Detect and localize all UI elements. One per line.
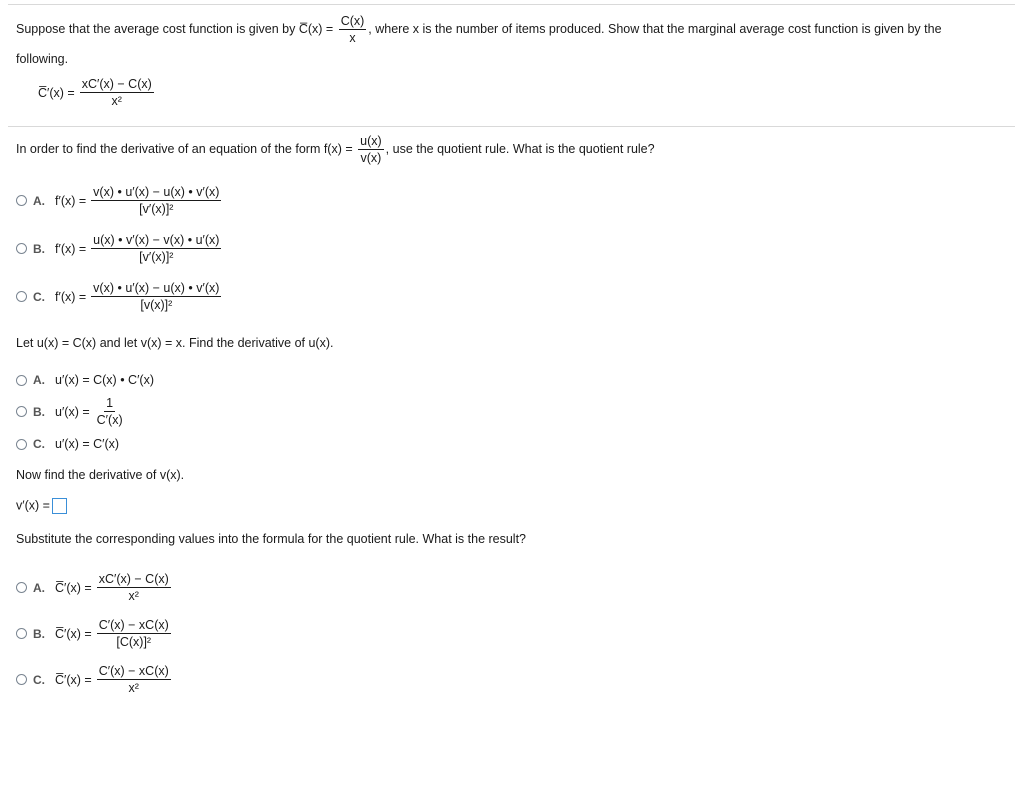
intro-part1: Suppose that the average cost function is given by C̅(x) = [16, 22, 334, 37]
intro-formula-fraction [80, 77, 154, 109]
q4-option-a-num: xC′(x) − C(x) [97, 572, 171, 588]
q1-option-a-lhs: f′(x) = [55, 193, 87, 208]
q2-option-b-letter: B. [33, 404, 45, 419]
q2-option-b-fraction [95, 396, 125, 428]
q2-option-b-den: C′(x) [96, 413, 123, 428]
q2-prompt: Let u(x) = C(x) and let v(x) = x. Find the derivative of u(x). [16, 336, 334, 350]
intro-formula [38, 77, 156, 109]
q1-prompt-a: In order to find the derivative of an equation of the form f(x) = [16, 142, 353, 157]
q4-option-b-den: [C(x)]² [116, 635, 152, 650]
q1-option-c[interactable] [16, 281, 223, 313]
q4-option-c-num: C′(x) − xC(x) [97, 664, 171, 680]
q1-option-c-num: v(x) • u′(x) − u(x) • v′(x) [91, 281, 221, 297]
q4-option-c-fraction [97, 664, 171, 696]
q2-option-c[interactable] [16, 437, 119, 451]
q4-option-b[interactable] [16, 618, 173, 650]
q2-option-c-radio[interactable] [16, 439, 27, 450]
q1-option-b-lhs: f′(x) = [55, 241, 87, 256]
q2-option-b-num: 1 [104, 396, 115, 412]
q4-option-b-num: C′(x) − xC(x) [97, 618, 171, 634]
q3-answer-row [16, 498, 67, 514]
q2-option-b-lhs: u′(x) = [55, 404, 90, 419]
q4-prompt: Substitute the corresponding values into the formula for the quotient rule. What is the result? [16, 532, 527, 546]
q1-option-c-fraction [91, 281, 221, 313]
q4-option-c-radio[interactable] [16, 674, 27, 685]
q2-option-c-letter: C. [33, 437, 45, 451]
intro-text [16, 14, 942, 46]
q1-prompt-fraction [358, 134, 384, 166]
v-prime-answer-input[interactable] [52, 498, 67, 514]
q1-prompt-num: u(x) [358, 134, 384, 150]
intro-part3: following. [16, 52, 69, 66]
q1-option-b[interactable] [16, 233, 223, 265]
intro-formula-lhs: C̅′(x) = [38, 85, 75, 100]
q4-option-a-letter: A. [33, 580, 45, 595]
intro-fraction-den: x [349, 31, 356, 46]
q4-option-a-den: x² [128, 589, 139, 604]
q1-option-a[interactable] [16, 185, 223, 217]
q1-option-b-letter: B. [33, 241, 45, 256]
q2-option-a-letter: A. [33, 373, 45, 387]
intro-formula-num: xC′(x) − C(x) [80, 77, 154, 93]
q4-option-a-lhs: C̅′(x) = [55, 580, 92, 595]
q4-option-a-fraction [97, 572, 171, 604]
q4-option-c-letter: C. [33, 672, 45, 687]
q1-option-b-fraction [91, 233, 221, 265]
top-divider [8, 4, 1015, 5]
q2-option-b-radio[interactable] [16, 406, 27, 417]
q1-option-a-letter: A. [33, 193, 45, 208]
q4-option-c-lhs: C̅′(x) = [55, 672, 92, 687]
intro-fraction [339, 14, 367, 46]
q4-option-c-den: x² [128, 681, 139, 696]
intro-part2: , where x is the number of items produced. Show that the marginal average cost function is given by the [368, 22, 942, 37]
q1-option-b-radio[interactable] [16, 243, 27, 254]
intro-fraction-num: C(x) [339, 14, 367, 30]
q4-option-b-lhs: C̅′(x) = [55, 626, 92, 641]
q2-option-b[interactable] [16, 396, 127, 428]
q3-lhs: v′(x) = [16, 498, 50, 513]
q4-option-b-radio[interactable] [16, 628, 27, 639]
q1-option-c-lhs: f′(x) = [55, 289, 87, 304]
q2-option-a-radio[interactable] [16, 375, 27, 386]
q2-option-c-text: u′(x) = C′(x) [55, 437, 120, 451]
q1-prompt-den: v(x) [360, 151, 382, 166]
q1-option-a-fraction [91, 185, 221, 217]
q3-prompt: Now find the derivative of v(x). [16, 468, 185, 482]
q4-option-b-letter: B. [33, 626, 45, 641]
q1-option-c-letter: C. [33, 289, 45, 304]
q1-option-c-den: [v(x)]² [140, 298, 173, 313]
q1-option-c-radio[interactable] [16, 291, 27, 302]
q2-option-a[interactable] [16, 373, 154, 387]
section-divider [8, 126, 1015, 127]
intro-formula-den: x² [111, 94, 122, 109]
q1-option-a-den: [v′(x)]² [139, 202, 174, 217]
q1-option-b-den: [v′(x)]² [139, 250, 174, 265]
q4-option-b-fraction [97, 618, 171, 650]
q1-prompt [16, 134, 655, 166]
q2-option-a-text: u′(x) = C(x) • C′(x) [55, 373, 154, 387]
q1-option-a-num: v(x) • u′(x) − u(x) • v′(x) [91, 185, 221, 201]
q1-prompt-b: , use the quotient rule. What is the quotient rule? [385, 142, 655, 157]
q4-option-a-radio[interactable] [16, 582, 27, 593]
q1-option-b-num: u(x) • v′(x) − v(x) • u′(x) [91, 233, 221, 249]
q1-option-a-radio[interactable] [16, 195, 27, 206]
q4-option-c[interactable] [16, 664, 173, 696]
q4-option-a[interactable] [16, 572, 173, 604]
